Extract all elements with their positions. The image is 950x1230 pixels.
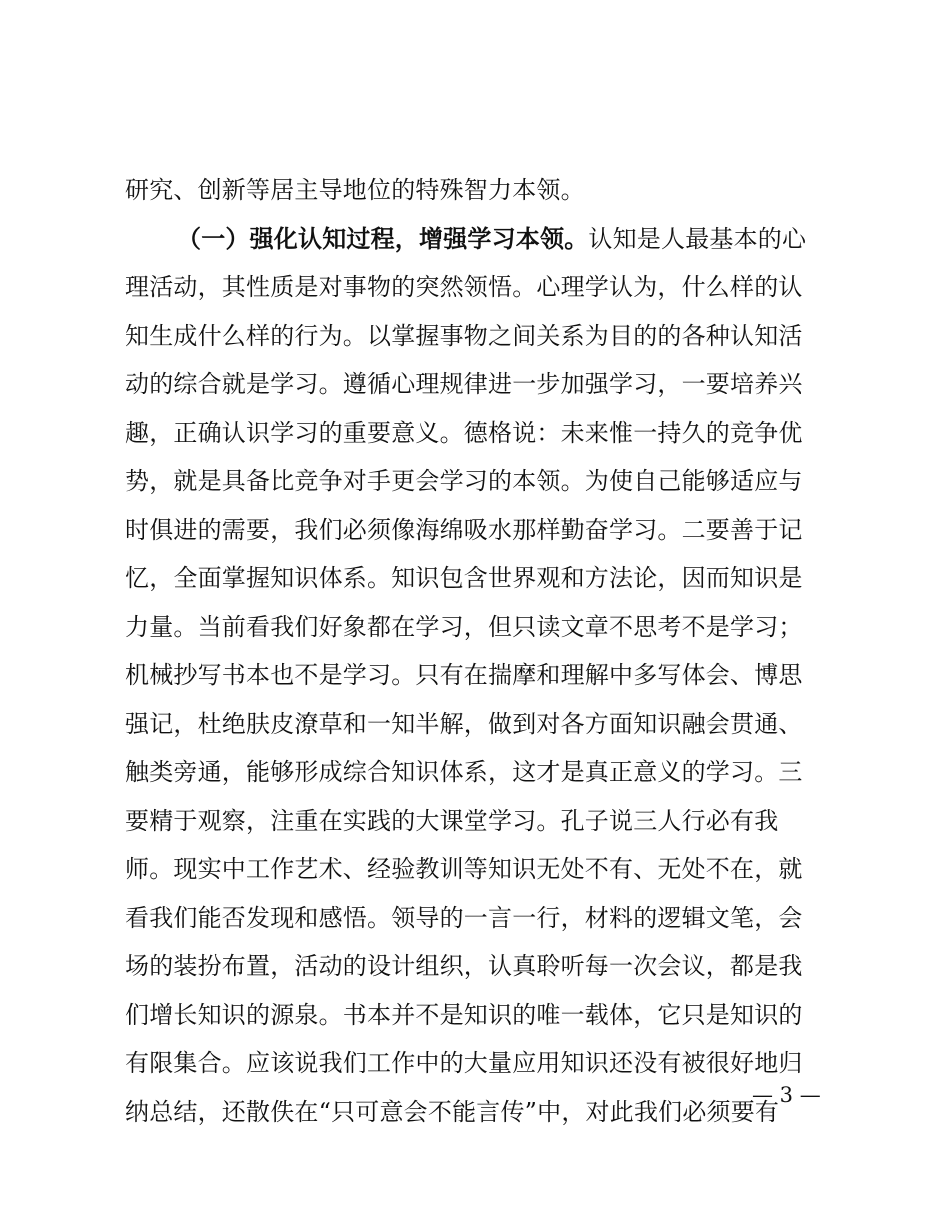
- text-line: 忆，全面掌握知识体系。知识包含世界观和方法论，因而知识是: [125, 564, 803, 592]
- text-line: 场的装扮布置，活动的设计组织，认真聆听每一次会议，都是我: [125, 952, 803, 980]
- text-line: 理活动，其性质是对事物的突然领悟。心理学认为，什么样的认: [125, 273, 803, 301]
- text-line: 动的综合就是学习。遵循心理规律进一步加强学习，一要培养兴: [125, 370, 803, 398]
- paragraph-first-line: [125, 215, 835, 264]
- text-line: 势，就是具备比竞争对手更会学习的本领。为使自己能够适应与: [125, 467, 803, 495]
- text-line: 触类旁通，能够形成综合知识体系，这才是真正意义的学习。三: [125, 758, 803, 786]
- text-line: 研究、创新等居主导地位的特殊智力本领。: [125, 176, 585, 204]
- text-line: 机械抄写书本也不是学习。只有在揣摩和理解中多写体会、博思: [125, 661, 803, 689]
- text-line: 师。现实中工作艺术、经验教训等知识无处不有、无处不在，就: [125, 855, 803, 883]
- text-line: 时俱进的需要，我们必须像海绵吸水那样勤奋学习。二要善于记: [125, 515, 803, 544]
- text-line: 看我们能否发现和感悟。领导的一言一行，材料的逻辑文笔，会: [125, 903, 803, 932]
- section-heading: （一）强化认知过程，增强学习本领。: [177, 223, 589, 253]
- text-line: 纳总结，还散佚在“只可意会不能言传”中，对此我们必须要有: [125, 1097, 780, 1126]
- page-number: — 3 —: [752, 1083, 821, 1107]
- text-line: 趣，正确认识学习的重要意义。德格说：未来惟一持久的竞争优: [125, 418, 803, 447]
- text-line: 强记，杜绝肤皮潦草和一知半解，做到对各方面知识融会贯通、: [125, 709, 803, 738]
- text-line: 有限集合。应该说我们工作中的大量应用知识还没有被很好地归: [125, 1049, 803, 1077]
- document-body: [125, 166, 835, 1136]
- text-line: 们增长知识的源泉。书本并不是知识的唯一载体，它只是知识的: [125, 1000, 803, 1029]
- text-line: 知生成什么样的行为。以掌握事物之间关系为目的的各种认知活: [125, 321, 803, 350]
- text-run: 认知是人最基本的心: [588, 224, 807, 253]
- text-line: 力量。当前看我们好象都在学习，但只读文章不思考不是学习；: [125, 612, 803, 641]
- text-line: 要精于观察，注重在实践的大课堂学习。孔子说三人行必有我: [125, 806, 779, 835]
